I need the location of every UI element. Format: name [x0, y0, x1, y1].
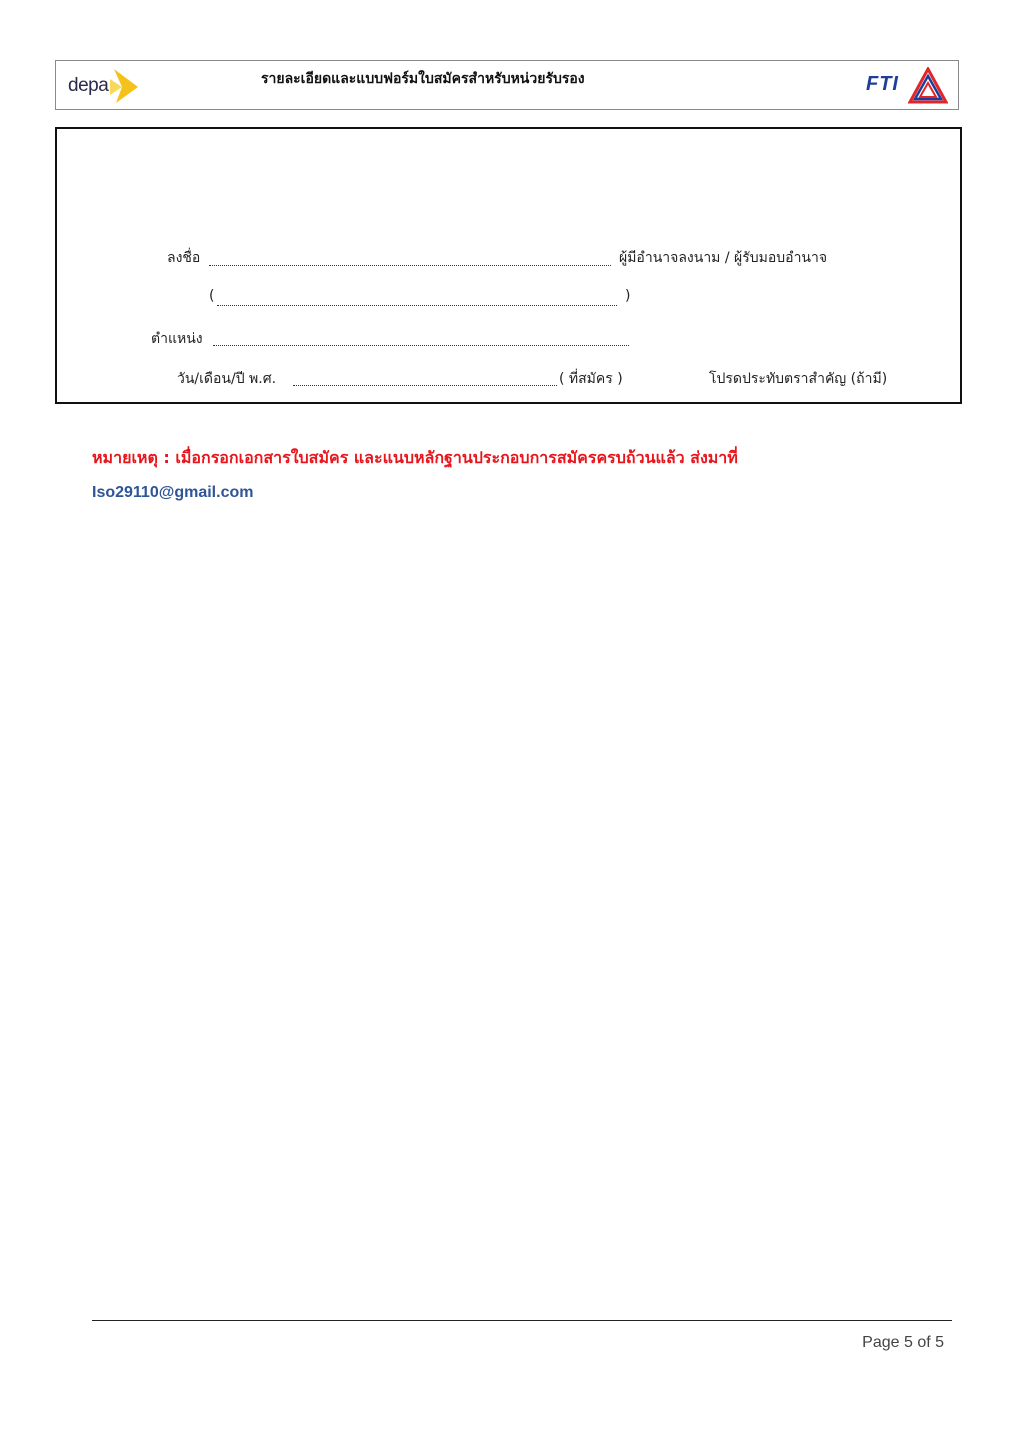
contact-email-link[interactable]: Iso29110@gmail.com [92, 484, 254, 501]
fti-logo-text: FTI [866, 73, 899, 95]
position-line[interactable] [213, 345, 629, 346]
name-paren-close: ) [625, 288, 631, 304]
printed-name-line[interactable] [217, 305, 617, 306]
page-title: รายละเอียดและแบบฟอร์มใบสมัครสำหรับหน่วยรับรอง [261, 71, 585, 87]
page-number: Page 5 of 5 [862, 1334, 944, 1351]
date-label: วัน/เดือน/ปี พ.ศ. [177, 371, 277, 387]
signature-form-box [55, 127, 962, 404]
name-paren-open: ( [209, 288, 215, 304]
position-label: ตำแหน่ง [151, 331, 203, 347]
depa-arrow-icon [110, 67, 140, 105]
stamp-label: โปรดประทับตราสำคัญ (ถ้ามี) [709, 371, 888, 387]
footer-divider [92, 1320, 952, 1321]
sign-role-label: ผู้มีอำนาจลงนาม / ผู้รับมอบอำนาจ [619, 250, 828, 266]
sign-label: ลงชื่อ [167, 250, 201, 266]
fti-triangle-icon [908, 67, 948, 105]
fti-logo [862, 65, 952, 107]
depa-logo-text: depa [68, 75, 109, 96]
note-text: หมายเหตุ : เมื่อกรอกเอกสารใบสมัคร และแนบหลักฐานประกอบการสมัครครบถ้วนแล้ว ส่งมาที่ [92, 448, 738, 467]
sign-line[interactable] [209, 265, 611, 266]
page-header [55, 60, 959, 110]
depa-logo [66, 65, 141, 107]
date-line[interactable] [293, 385, 557, 386]
date-suffix: ( ที่สมัคร ) [559, 371, 623, 387]
